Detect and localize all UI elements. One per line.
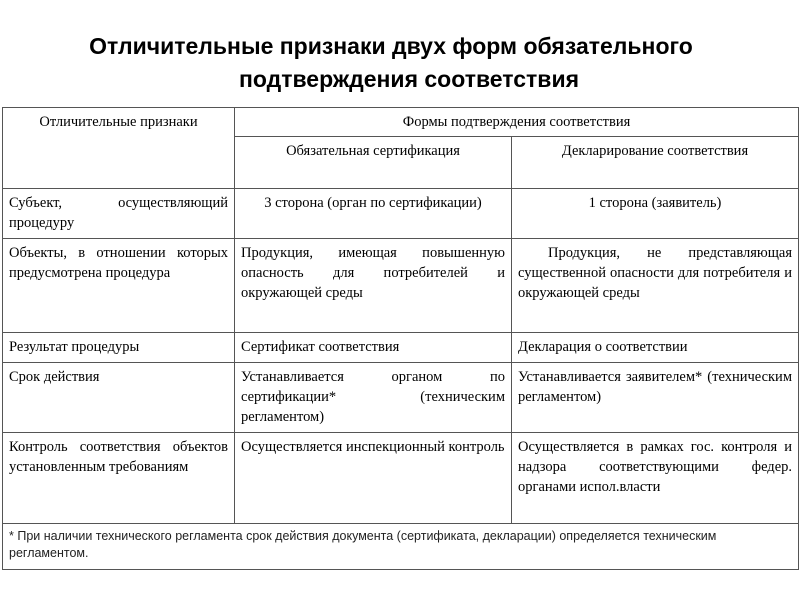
header-declaration: Декларирование соответствия [512, 137, 799, 189]
table-row [3, 363, 799, 433]
row-feature: Объекты, в отношении которых предусмотрена процедура [3, 239, 235, 333]
page-title-line-1: Отличительные признаки двух форм обязательного [89, 33, 693, 59]
row-certification: 3 сторона (орган по сертификации) [235, 189, 512, 239]
header-features: Отличительные признаки [3, 108, 235, 189]
row-feature: Контроль соответствия объектов установленным требованиям [3, 433, 235, 524]
row-declaration: Декларация о соответствии [512, 333, 799, 363]
row-declaration: Продукция, не представляющая существенной опасности для потребителя и окружающей среды [512, 239, 799, 333]
table-header-row [3, 108, 799, 137]
row-declaration: Устанавливается заявителем* (техническим регламентом) [512, 363, 799, 433]
row-certification: Осуществляется инспекционный контроль [235, 433, 512, 524]
row-feature: Результат процедуры [3, 333, 235, 363]
footnote: * При наличии технического регламента срок действия документа (сертификата, декларации) определяется техническим регламентом. [3, 524, 799, 570]
row-feature: Субъект, осуществляющий процедуру [3, 189, 235, 239]
table-row [3, 239, 799, 333]
comparison-table [2, 107, 799, 570]
page-title-line-2: подтверждения соответствия [238, 66, 580, 92]
row-certification: Продукция, имеющая повышенную опасность для потребителей и окружающей среды [235, 239, 512, 333]
row-feature: Срок действия [3, 363, 235, 433]
footnote-row [3, 524, 799, 570]
header-forms: Формы подтверждения соответствия [235, 108, 799, 137]
row-declaration: 1 сторона (заявитель) [512, 189, 799, 239]
table-row [3, 433, 799, 524]
table-row [3, 333, 799, 363]
row-declaration: Осуществляется в рамках гос. контроля и надзора соответствующими федер. органами испол.власти [512, 433, 799, 524]
row-certification: Сертификат соответствия [235, 333, 512, 363]
page-title [0, 30, 800, 96]
header-certification: Обязательная сертификация [235, 137, 512, 189]
row-certification: Устанавливается органом по сертификации* (техническим регламентом) [235, 363, 512, 433]
table-row [3, 189, 799, 239]
